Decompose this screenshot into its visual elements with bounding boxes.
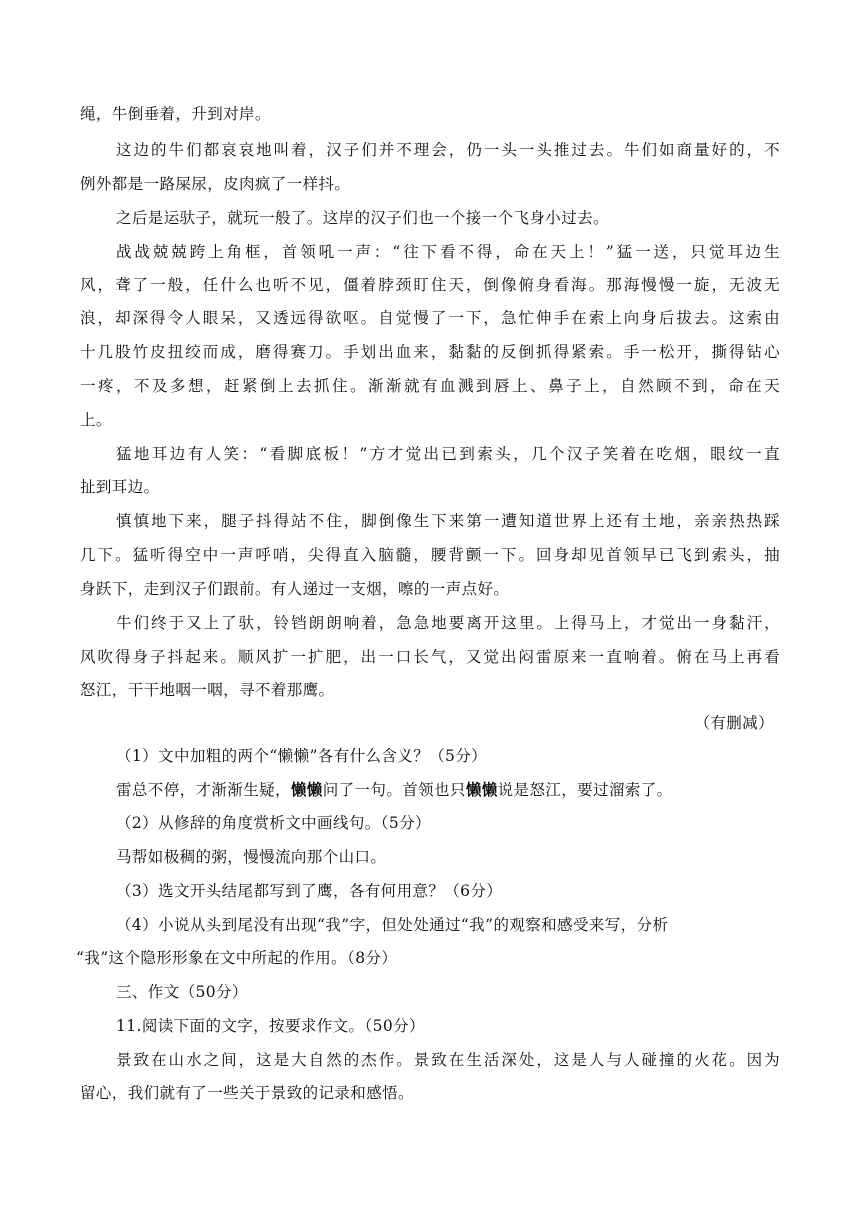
quote-text: 说是怒江，要过溜索了。: [497, 781, 673, 799]
bold-word: 懒懒: [290, 780, 323, 799]
paragraph-line: 身跃下，走到汉子们跟前。有人递过一支烟，嚓的一声点好。: [80, 580, 510, 598]
paragraph-line: 几下。猛听得空中一声呼哨，尖得直入脑髓，腰背颤一下。回身却见首领早已飞到索头，抽: [80, 546, 780, 564]
question-3: （3）选文开头结尾都写到了鹰，各有何用意？（6分）: [116, 882, 503, 900]
paragraph-line: 上。: [80, 411, 112, 429]
paragraph-line: 风，聋了一般，任什么也听不见，僵着脖颈盯住天，倒像俯身看海。那海慢慢一旋，无波无: [80, 276, 780, 294]
paragraph-line: 战战兢兢跨上角框，首领吼一声：“往下看不得，命在天上！”猛一送，只觉耳边生: [116, 243, 780, 261]
question-2: （2）从修辞的角度赏析文中画线句。（5分）: [116, 814, 431, 832]
essay-item: 11.阅读下面的文字，按要求作文。（50分）: [116, 1017, 425, 1035]
paragraph-line: 十几股竹皮扭绞而成，磨得赛刀。手划出血来，黏黏的反倒抓得紧索。手一松开，撕得钻心: [80, 343, 780, 361]
section-heading: 三、作文（50分）: [116, 983, 248, 1001]
source-note: （有删减）: [694, 714, 774, 732]
question-1: （1）文中加粗的两个“懒懒”各有什么含义？（5分）: [116, 747, 488, 765]
paragraph-line: 牛们终于又上了驮，铃铛朗朗响着，急急地要离开这里。上得马上，才觉出一身黏汗，: [116, 614, 780, 632]
paragraph-line: 绳，牛倒垂着，升到对岸。: [80, 105, 271, 123]
paragraph-line: 怒江，干干地咽一咽，寻不着那鹰。: [80, 681, 335, 699]
essay-text-line: 留心，我们就有了一些关于景致的记录和感悟。: [80, 1084, 414, 1102]
question-4-cont: “我”这个隐形形象在文中所起的作用。（8分）: [76, 949, 398, 967]
bold-word: 懒懒: [465, 780, 498, 799]
paragraph-line: 一疼，不及多想，赶紧倒上去抓住。渐渐就有血溅到唇上、鼻子上，自然顾不到，命在天: [80, 377, 780, 395]
paragraph-line: 之后是运驮子，就玩一般了。这岸的汉子们也一个接一个飞身小过去。: [116, 209, 609, 227]
paragraph-line: 浪，却深得令人眼呆，又透远得欲呕。自觉慢了一下，急忙伸手在索上向身后拔去。这索由: [80, 309, 780, 327]
paragraph-line: 风吹得身子抖起来。顺风扩一扩肥，出一口长气，又觉出闷雷原来一直响着。俯在马上再看: [80, 648, 780, 666]
paragraph-line: 猛地耳边有人笑：“看脚底板！”方才觉出已到索头，几个汉子笑着在吃烟，眼纹一直: [116, 445, 780, 463]
question-2-quote: 马帮如极稠的粥，慢慢流向那个山口。: [116, 848, 387, 866]
paragraph-line: 扯到耳边。: [80, 478, 160, 496]
quote-text: 雷总不停，才渐渐生疑，: [116, 781, 291, 799]
question-1-quote: [116, 779, 816, 801]
essay-text-line: 景致在山水之间，这是大自然的杰作。景致在生活深处，这是人与人碰撞的火花。因为: [116, 1051, 780, 1069]
quote-text: 问了一句。首领也只: [322, 781, 466, 799]
paragraph-line: 这边的牛们都哀哀地叫着，汉子们并不理会，仍一头一头推过去。牛们如商量好的，不: [116, 141, 780, 159]
question-4: （4）小说从头到尾没有出现“我”字，但处处通过“我”的观察和感受来写，分析: [116, 916, 669, 934]
paragraph-line: 例外都是一路屎尿，皮肉疯了一样抖。: [80, 175, 351, 193]
paragraph-line: 慎慎地下来，腿子抖得站不住，脚倒像生下来第一遭知道世界上还有土地，亲亲热热踩: [116, 512, 780, 530]
